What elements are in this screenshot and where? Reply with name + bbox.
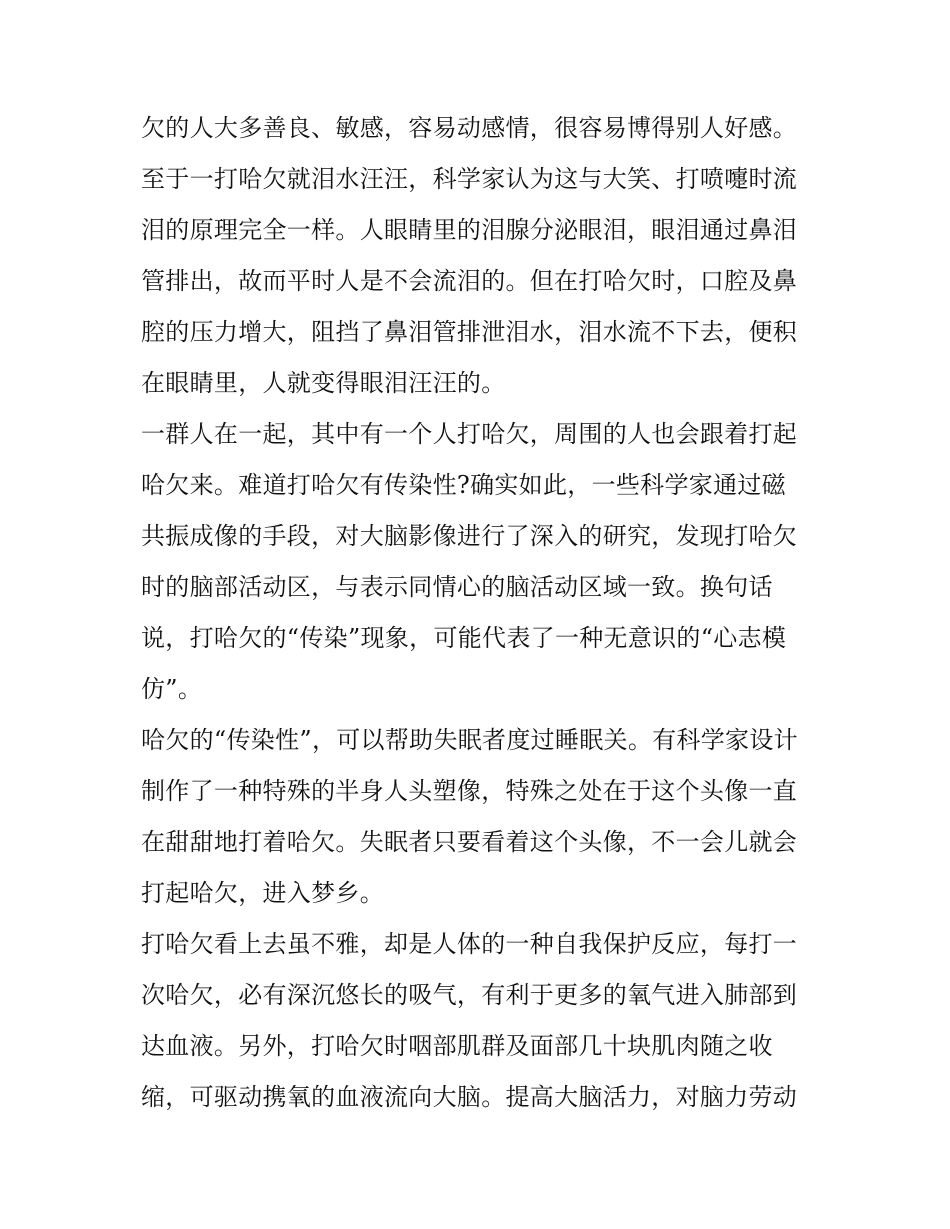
text-line: 在甜甜地打着哈欠。失眠者只要看着这个头像，不一会儿就会	[141, 828, 798, 856]
text-line: 说，打哈欠的“传染”现象，可能代表了一种无意识的“心志模	[141, 624, 787, 652]
text-line: 至于一打哈欠就泪水汪汪，科学家认为这与大笑、打喷嚏时流	[141, 165, 798, 193]
text-line: 管排出，故而平时人是不会流泪的。但在打哈欠时，口腔及鼻	[141, 267, 798, 295]
text-line: 仿”。	[141, 675, 203, 703]
body-text	[141, 103, 821, 1123]
text-line: 泪的原理完全一样。人眼睛里的泪腺分泌眼泪，眼泪通过鼻泪	[141, 216, 798, 244]
text-line: 哈欠的“传染性”，可以帮助失眠者度过睡眠关。有科学家设计	[141, 726, 798, 754]
text-line: 制作了一种特殊的半身人头塑像，特殊之处在于这个头像一直	[141, 777, 798, 805]
text-line: 打哈欠看上去虽不雅，却是人体的一种自我保护反应，每打一	[141, 930, 798, 958]
text-line: 达血液。另外，打哈欠时咽部肌群及面部几十块肌肉随之收	[141, 1032, 773, 1060]
text-line: 哈欠来。难道打哈欠有传染性?确实如此，一些科学家通过磁	[141, 471, 786, 499]
text-line: 次哈欠，必有深沉悠长的吸气，有利于更多的氧气进入肺部到	[141, 981, 798, 1009]
text-line: 欠的人大多善良、敏感，容易动感情，很容易博得别人好感。	[141, 114, 798, 142]
text-line: 时的脑部活动区，与表示同情心的脑活动区域一致。换句话	[141, 573, 773, 601]
text-line: 打起哈欠，进入梦乡。	[141, 879, 384, 907]
text-line: 腔的压力增大，阻挡了鼻泪管排泄泪水，泪水流不下去，便积	[141, 318, 798, 346]
text-line: 共振成像的手段，对大脑影像进行了深入的研究，发现打哈欠	[141, 522, 798, 550]
text-line: 一群人在一起，其中有一个人打哈欠，周围的人也会跟着打起	[141, 420, 798, 448]
text-line: 缩，可驱动携氧的血液流向大脑。提高大脑活力，对脑力劳动	[141, 1083, 798, 1111]
text-line: 在眼睛里，人就变得眼泪汪汪的。	[141, 369, 506, 397]
